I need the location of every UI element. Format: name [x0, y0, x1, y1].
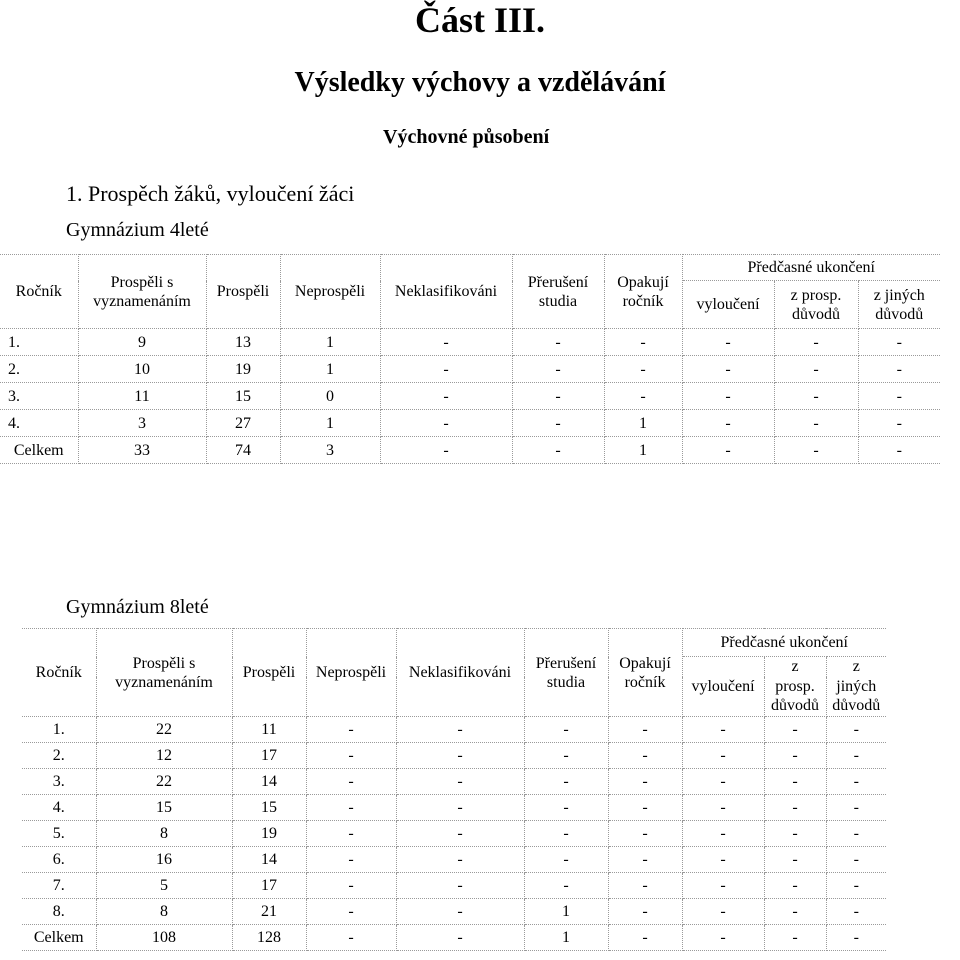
cell-preruseni-studia: - — [524, 717, 608, 743]
cell-vylouceni: - — [682, 383, 774, 410]
cell-prospeli-s-vyznamenanim: 22 — [96, 769, 232, 795]
cell-neklasifikovani: - — [396, 769, 524, 795]
cell-neklasifikovani: - — [396, 795, 524, 821]
cell-prospeli-s-vyznamenanim: 8 — [96, 821, 232, 847]
gym8-table — [22, 628, 886, 951]
header-neprospeli: Neprospěli — [306, 629, 396, 717]
cell-vylouceni: - — [682, 899, 764, 925]
cell-prospeli: 13 — [206, 329, 280, 356]
cell-z-jinych-duvodu: - — [826, 899, 886, 925]
cell-preruseni-studia: - — [524, 743, 608, 769]
cell-prospeli-s-vyznamenanim: 15 — [96, 795, 232, 821]
cell-neprospeli: - — [306, 847, 396, 873]
gym4-table — [0, 254, 940, 464]
cell-neprospeli: - — [306, 899, 396, 925]
header-neprospeli: Neprospěli — [280, 255, 380, 329]
cell-z-prosp-duvodu: - — [764, 769, 826, 795]
cell-prospeli-s-vyznamenanim: 108 — [96, 925, 232, 951]
cell-z-prosp-duvodu: - — [774, 437, 858, 464]
cell-neklasifikovani: - — [396, 821, 524, 847]
header-preruseni: Přerušení studia — [524, 629, 608, 717]
header-zjinych: z jiných důvodů — [858, 281, 940, 329]
cell-prospeli: 19 — [206, 356, 280, 383]
cell-opakuji-rocnik: 1 — [604, 410, 682, 437]
cell-neklasifikovani: - — [396, 743, 524, 769]
header-opakuji: Opakují ročník — [604, 255, 682, 329]
cell-rocnik: Celkem — [0, 437, 78, 464]
cell-z-jinych-duvodu: - — [826, 743, 886, 769]
cell-z-jinych-duvodu: - — [826, 925, 886, 951]
cell-vylouceni: - — [682, 769, 764, 795]
cell-neprospeli: - — [306, 821, 396, 847]
cell-opakuji-rocnik: - — [608, 899, 682, 925]
cell-z-prosp-duvodu: - — [774, 383, 858, 410]
cell-z-jinych-duvodu: - — [826, 769, 886, 795]
cell-preruseni-studia: - — [512, 410, 604, 437]
cell-neklasifikovani: - — [380, 383, 512, 410]
cell-prospeli: 21 — [232, 899, 306, 925]
cell-prospeli: 15 — [206, 383, 280, 410]
header-prospeli: Prospěli — [232, 629, 306, 717]
cell-opakuji-rocnik: - — [608, 925, 682, 951]
cell-neprospeli: - — [306, 717, 396, 743]
cell-prospeli-s-vyznamenanim: 11 — [78, 383, 206, 410]
cell-z-prosp-duvodu: - — [764, 873, 826, 899]
cell-z-prosp-duvodu: - — [774, 410, 858, 437]
cell-opakuji-rocnik: - — [604, 356, 682, 383]
cell-prospeli: 19 — [232, 821, 306, 847]
cell-rocnik: 4. — [0, 410, 78, 437]
cell-rocnik: 2. — [22, 743, 96, 769]
cell-opakuji-rocnik: - — [608, 717, 682, 743]
cell-preruseni-studia: - — [512, 383, 604, 410]
table-row — [22, 769, 886, 795]
cell-z-jinych-duvodu: - — [858, 383, 940, 410]
cell-rocnik: 3. — [22, 769, 96, 795]
cell-z-jinych-duvodu: - — [826, 717, 886, 743]
header-preruseni: Přerušení studia — [512, 255, 604, 329]
cell-neprospeli: - — [306, 925, 396, 951]
table-row — [0, 329, 940, 356]
cell-neprospeli: 3 — [280, 437, 380, 464]
cell-prospeli: 14 — [232, 847, 306, 873]
cell-opakuji-rocnik: - — [608, 743, 682, 769]
cell-prospeli-s-vyznamenanim: 5 — [96, 873, 232, 899]
subtitle: Výchovné působení — [383, 126, 550, 148]
table-row — [22, 717, 886, 743]
cell-neklasifikovani: - — [396, 717, 524, 743]
header-vyznamenani: Prospěli s vyznamenáním — [96, 629, 232, 717]
cell-rocnik: 1. — [22, 717, 96, 743]
cell-neprospeli: 1 — [280, 410, 380, 437]
cell-opakuji-rocnik: 1 — [604, 437, 682, 464]
table-row — [22, 847, 886, 873]
cell-vylouceni: - — [682, 717, 764, 743]
cell-neprospeli: 1 — [280, 329, 380, 356]
cell-opakuji-rocnik: - — [608, 847, 682, 873]
cell-neklasifikovani: - — [396, 925, 524, 951]
header-rocnik: Ročník — [0, 255, 78, 329]
gym4-label: Gymnázium 4leté — [66, 219, 209, 241]
cell-prospeli-s-vyznamenanim: 3 — [78, 410, 206, 437]
cell-opakuji-rocnik: - — [604, 329, 682, 356]
cell-z-prosp-duvodu: - — [764, 847, 826, 873]
cell-preruseni-studia: 1 — [524, 899, 608, 925]
cell-neprospeli: 1 — [280, 356, 380, 383]
header-zjinych: jiných důvodů — [826, 677, 886, 717]
header-predcasne: Předčasné ukončení — [682, 629, 886, 657]
cell-rocnik: 5. — [22, 821, 96, 847]
header-zprosp-z: z — [764, 657, 826, 677]
cell-neklasifikovani: - — [380, 437, 512, 464]
cell-preruseni-studia: - — [512, 356, 604, 383]
table-row — [22, 925, 886, 951]
cell-prospeli: 17 — [232, 743, 306, 769]
cell-vylouceni: - — [682, 356, 774, 383]
cell-rocnik: 4. — [22, 795, 96, 821]
cell-preruseni-studia: - — [512, 329, 604, 356]
cell-z-prosp-duvodu: - — [764, 899, 826, 925]
cell-prospeli: 11 — [232, 717, 306, 743]
cell-vylouceni: - — [682, 925, 764, 951]
cell-prospeli-s-vyznamenanim: 22 — [96, 717, 232, 743]
cell-prospeli-s-vyznamenanim: 12 — [96, 743, 232, 769]
table-row — [22, 821, 886, 847]
cell-z-jinych-duvodu: - — [858, 410, 940, 437]
cell-z-prosp-duvodu: - — [764, 795, 826, 821]
cell-neklasifikovani: - — [380, 356, 512, 383]
cell-opakuji-rocnik: - — [608, 795, 682, 821]
cell-preruseni-studia: - — [524, 873, 608, 899]
cell-vylouceni: - — [682, 329, 774, 356]
table-row — [22, 795, 886, 821]
cell-vylouceni: - — [682, 410, 774, 437]
header-rocnik: Ročník — [22, 629, 96, 717]
cell-neklasifikovani: - — [396, 847, 524, 873]
cell-z-jinych-duvodu: - — [826, 873, 886, 899]
table-row — [0, 356, 940, 383]
cell-opakuji-rocnik: - — [604, 383, 682, 410]
cell-rocnik: 6. — [22, 847, 96, 873]
section-heading: 1. Prospěch žáků, vyloučení žáci — [66, 181, 355, 206]
header-vylouceni: vyloučení — [682, 281, 774, 329]
cell-z-prosp-duvodu: - — [774, 356, 858, 383]
cell-rocnik: 7. — [22, 873, 96, 899]
cell-z-prosp-duvodu: - — [774, 329, 858, 356]
cell-opakuji-rocnik: - — [608, 821, 682, 847]
cell-prospeli: 74 — [206, 437, 280, 464]
gym8-label: Gymnázium 8leté — [66, 596, 209, 618]
cell-z-jinych-duvodu: - — [826, 821, 886, 847]
cell-rocnik: 3. — [0, 383, 78, 410]
header-neklasifikovani: Neklasifikováni — [396, 629, 524, 717]
cell-preruseni-studia: - — [524, 769, 608, 795]
cell-preruseni-studia: - — [524, 847, 608, 873]
cell-z-prosp-duvodu: - — [764, 925, 826, 951]
cell-preruseni-studia: - — [512, 437, 604, 464]
cell-neprospeli: - — [306, 795, 396, 821]
table-row — [22, 743, 886, 769]
cell-prospeli-s-vyznamenanim: 8 — [96, 899, 232, 925]
cell-prospeli: 17 — [232, 873, 306, 899]
cell-neprospeli: - — [306, 743, 396, 769]
cell-neprospeli: - — [306, 873, 396, 899]
cell-z-jinych-duvodu: - — [858, 437, 940, 464]
cell-prospeli-s-vyznamenanim: 10 — [78, 356, 206, 383]
header-zprosp: prosp. důvodů — [764, 677, 826, 717]
cell-vylouceni: - — [682, 821, 764, 847]
header-prospeli: Prospěli — [206, 255, 280, 329]
cell-neklasifikovani: - — [380, 410, 512, 437]
header-vylouceni: vyloučení — [682, 657, 764, 717]
cell-prospeli: 15 — [232, 795, 306, 821]
table-row — [0, 437, 940, 464]
table-row — [22, 873, 886, 899]
cell-vylouceni: - — [682, 795, 764, 821]
cell-z-jinych-duvodu: - — [858, 356, 940, 383]
cell-z-jinych-duvodu: - — [826, 795, 886, 821]
cell-z-prosp-duvodu: - — [764, 743, 826, 769]
header-zjinych-z: z — [826, 657, 886, 677]
cell-rocnik: 8. — [22, 899, 96, 925]
cell-z-prosp-duvodu: - — [764, 717, 826, 743]
cell-preruseni-studia: 1 — [524, 925, 608, 951]
table-row — [0, 383, 940, 410]
cell-vylouceni: - — [682, 847, 764, 873]
page-title: Výsledky výchovy a vzdělávání — [294, 67, 666, 98]
cell-z-prosp-duvodu: - — [764, 821, 826, 847]
cell-neklasifikovani: - — [396, 899, 524, 925]
cell-vylouceni: - — [682, 437, 774, 464]
cell-prospeli-s-vyznamenanim: 33 — [78, 437, 206, 464]
cell-rocnik: 2. — [0, 356, 78, 383]
table-row — [0, 410, 940, 437]
cell-prospeli-s-vyznamenanim: 9 — [78, 329, 206, 356]
header-opakuji: Opakují ročník — [608, 629, 682, 717]
cell-preruseni-studia: - — [524, 795, 608, 821]
header-neklasifikovani: Neklasifikováni — [380, 255, 512, 329]
cell-rocnik: Celkem — [22, 925, 96, 951]
cell-preruseni-studia: - — [524, 821, 608, 847]
part-title: Část III. — [414, 0, 546, 40]
cell-vylouceni: - — [682, 873, 764, 899]
header-zprosp: z prosp. důvodů — [774, 281, 858, 329]
cell-prospeli: 128 — [232, 925, 306, 951]
cell-prospeli: 27 — [206, 410, 280, 437]
cell-prospeli: 14 — [232, 769, 306, 795]
header-predcasne: Předčasné ukončení — [682, 255, 940, 281]
cell-z-jinych-duvodu: - — [858, 329, 940, 356]
cell-neprospeli: - — [306, 769, 396, 795]
cell-opakuji-rocnik: - — [608, 873, 682, 899]
header-vyznamenani: Prospěli s vyznamenáním — [78, 255, 206, 329]
cell-neprospeli: 0 — [280, 383, 380, 410]
cell-vylouceni: - — [682, 743, 764, 769]
cell-neklasifikovani: - — [396, 873, 524, 899]
cell-opakuji-rocnik: - — [608, 769, 682, 795]
cell-rocnik: 1. — [0, 329, 78, 356]
cell-prospeli-s-vyznamenanim: 16 — [96, 847, 232, 873]
table-row — [22, 899, 886, 925]
cell-z-jinych-duvodu: - — [826, 847, 886, 873]
cell-neklasifikovani: - — [380, 329, 512, 356]
